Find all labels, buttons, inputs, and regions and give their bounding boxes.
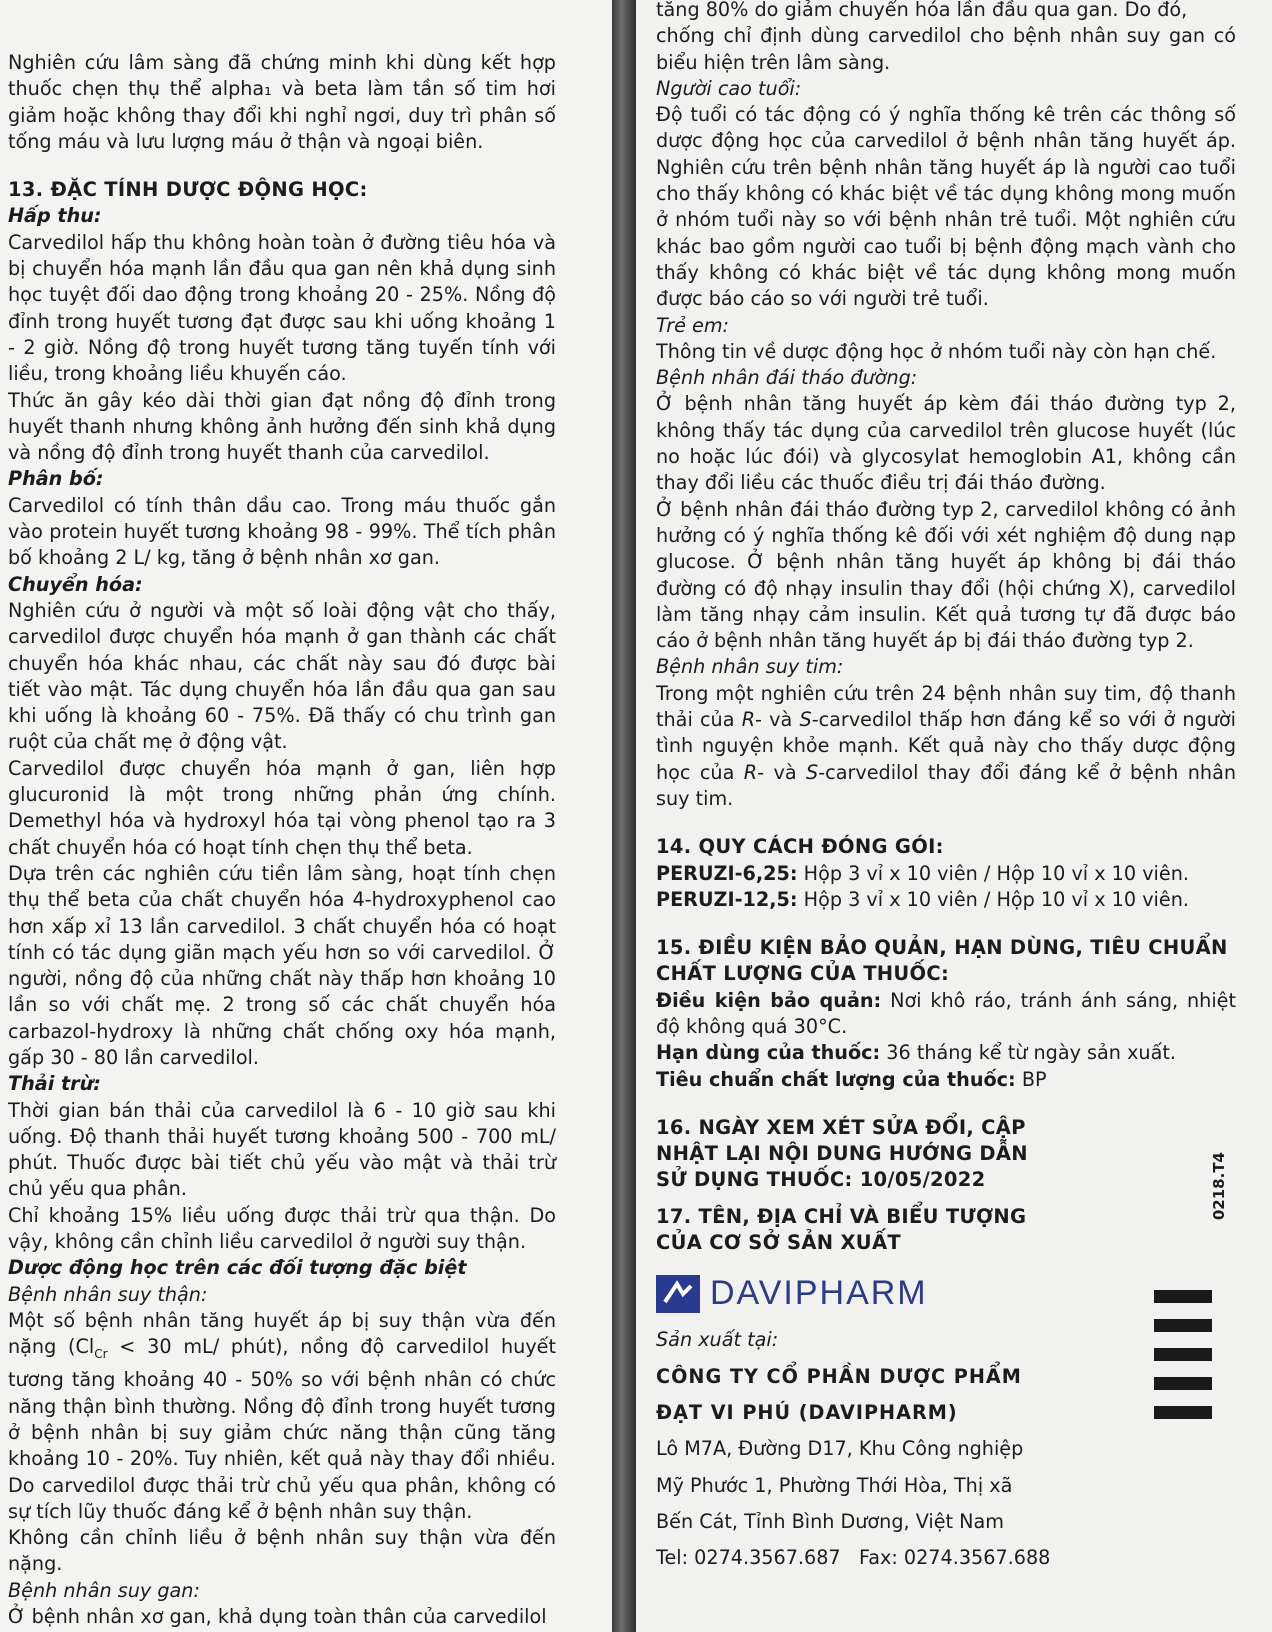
- renal-text-a: Một số bệnh nhân tăng huyết áp bị suy thận vừa đến nặng (Cl: [8, 1308, 556, 1359]
- top-cut-line: tăng 80% do giảm chuyển hóa lần đầu qua gan. Do đó,: [656, 0, 1188, 21]
- hepatic-title: Bệnh nhân suy gan:: [8, 1578, 200, 1602]
- children-title: Trẻ em:: [656, 313, 729, 337]
- logo-text: DAVIPHARM: [710, 1274, 928, 1313]
- renal-paragraph-2: Không cần chỉnh liều ở bệnh nhân suy thận vừa đến nặng.: [8, 1526, 556, 1576]
- expiry-label: Hạn dùng của thuốc:: [656, 1041, 881, 1065]
- hf-text-b: - và: [755, 708, 800, 732]
- page-fold: [612, 0, 636, 1632]
- package-2-name: PERUZI-12,5:: [656, 887, 798, 911]
- metabolism-paragraph-2: Carvedilol được chuyển hóa mạnh ở gan, liên hợp glucuronid là một trong những phản ứng chính. Demethyl hóa và hydroxyl hóa tại vòng phenol tạo ra 3 chất chuyển hóa có hoạt tính chẹn thụ thể beta.: [8, 756, 556, 859]
- bar: [1154, 1319, 1212, 1332]
- left-page: [0, 0, 612, 1632]
- davipharm-logo-icon: [656, 1275, 700, 1313]
- special-populations-title: Dược động học trên các đối tượng đặc biệt: [8, 1256, 467, 1280]
- heart-failure-paragraph: [656, 681, 1236, 812]
- elderly-title: Người cao tuổi:: [656, 76, 802, 100]
- company-name-1: CÔNG TY CỔ PHẦN DƯỢC PHẨM: [656, 1364, 1022, 1388]
- bar: [1154, 1406, 1212, 1419]
- address-line-1: Lô M7A, Đường D17, Khu Công nghiệp: [656, 1437, 1024, 1461]
- standard-line: [656, 1067, 1236, 1093]
- absorption-paragraph-2: Thức ăn gây kéo dài thời gian đạt nồng độ đỉnh trong huyết thanh nhưng không ảnh hưởng đến sinh khả dụng và nồng độ đỉnh trong huyết thanh của carvedilol.: [8, 388, 556, 465]
- intro-paragraph: Nghiên cứu lâm sàng đã chứng minh khi dùng kết hợp thuốc chẹn thụ thể alpha₁ và beta làm tần số tim hơi giảm hoặc không thay đổi khi nghỉ ngơi, duy trì phân số tống máu và lưu lượng máu ở thận và ngoại biên.: [8, 51, 556, 153]
- bar: [1154, 1290, 1212, 1303]
- hf-text-e: -carvedilol thay đổi đáng kể ở bệnh nhân suy tim.: [656, 760, 1236, 810]
- renal-text-b: < 30 mL/ phút), nồng độ carvedilol huyết tương tăng khoảng 40 - 50% so với bệnh nhân có chức năng thận bình thường. Nồng độ đỉnh trong huyết tương ở bệnh nhân bị suy giảm chức năng thận cũng tăng khoảng 10 - 20%. Tuy nhiên, kết quả này thay đổi nhiều. Do carvedilol được thải trừ chủ yếu qua phân, không có sự tích lũy thuốc đáng kể ở bệnh nhân suy thận.: [8, 1335, 556, 1523]
- distribution-title: Phân bố:: [8, 467, 104, 491]
- storage-label: Điều kiện bảo quản:: [656, 988, 882, 1012]
- right-column: [656, 0, 1236, 1571]
- package-line-2: [656, 887, 1236, 913]
- elimination-paragraph-2: Chỉ khoảng 15% liều uống được thải trừ qua thận. Do vậy, không cần chỉnh liều carvedilol ở người suy thận.: [8, 1203, 556, 1254]
- hf-r2: R: [743, 760, 758, 784]
- expiry-text: 36 tháng kể từ ngày sản xuất.: [880, 1041, 1176, 1065]
- made-at-label: Sản xuất tại:: [656, 1328, 779, 1352]
- storage-line: [656, 988, 1236, 1041]
- package-1-text: Hộp 3 vỉ x 10 viên / Hộp 10 vỉ x 10 viên.: [797, 861, 1189, 885]
- hf-r1: R: [741, 708, 756, 732]
- standard-label: Tiêu chuẩn chất lượng của thuốc:: [656, 1067, 1016, 1091]
- package-2-text: Hộp 3 vỉ x 10 viên / Hộp 10 vỉ x 10 viên.: [797, 887, 1189, 911]
- contact-line: Tel: 0274.3567.687 Fax: 0274.3567.688: [656, 1546, 1051, 1570]
- renal-subscript: Cr: [94, 1347, 108, 1362]
- absorption-paragraph-1: Carvedilol hấp thu không hoàn toàn ở đường tiêu hóa và bị chuyển hóa mạnh lần đầu qua gan nên khả dụng sinh học tuyệt đối dao động trong khoảng 20 - 25%. Nồng độ đỉnh trong huyết tương đạt được sau khi uống khoảng 1 - 2 giờ. Nồng độ trong huyết tương tăng tuyến tính với liều, trong khoảng liều khuyến cáo.: [8, 230, 556, 386]
- address-line-2: Mỹ Phước 1, Phường Thới Hòa, Thị xã: [656, 1473, 1013, 1497]
- absorption-title: Hấp thu:: [8, 204, 102, 228]
- hf-s2: S: [806, 760, 819, 784]
- distribution-paragraph: Carvedilol có tính thân dầu cao. Trong máu thuốc gắn vào protein huyết tương khoảng 98 - 99%. Thể tích phân bố khoảng 2 L/ kg, tăng ở bệnh nhân xơ gan.: [8, 493, 556, 570]
- section-16-heading: 16. NGÀY XEM XÉT SỬA ĐỔI, CẬP NHẬT LẠI NỘI DUNG HƯỚNG DẪN SỬ DỤNG THUỐC: 10/05/2022: [656, 1115, 1028, 1192]
- diabetes-paragraph-2: Ở bệnh nhân đái tháo đường typ 2, carvedilol không có ảnh hưởng có ý nghĩa thống kê đối với xét nghiệm độ dung nạp glucose. Ở bệnh nhân tăng huyết áp không bị đái tháo đường có độ nhạy insulin thay đổi (hội chứng X), carvedilol làm tăng nhạy cảm insulin. Kết quả tương tự đã được báo cáo ở bệnh nhân tăng huyết áp bị đái tháo đường typ 2.: [656, 497, 1236, 653]
- expiry-line: [656, 1040, 1236, 1066]
- elimination-paragraph-1: Thời gian bán thải của carvedilol là 6 - 10 giờ sau khi uống. Độ thanh thải huyết tương khoảng 500 - 700 mL/ phút. Thuốc được bài tiết chủ yếu vào mật và thải trừ chủ yếu qua phân.: [8, 1098, 556, 1201]
- heart-failure-title: Bệnh nhân suy tim:: [656, 655, 844, 679]
- left-column: [8, 50, 556, 1630]
- elimination-title: Thải trừ:: [8, 1072, 101, 1096]
- company-name-2: ĐẠT VI PHÚ (DAVIPHARM): [656, 1400, 958, 1424]
- storage-text: Nơi khô ráo, tránh ánh sáng, nhiệt độ không quá 30°C.: [656, 988, 1236, 1038]
- bar: [1154, 1377, 1212, 1390]
- section-13-heading: 13. ĐẶC TÍNH DƯỢC ĐỘNG HỌC:: [8, 178, 368, 202]
- address-line-3: Bến Cát, Tỉnh Bình Dương, Việt Nam: [656, 1509, 1004, 1533]
- metabolism-title: Chuyển hóa:: [8, 572, 143, 596]
- section-17-heading: 17. TÊN, ĐỊA CHỈ VÀ BIỂU TƯỢNG CỦA CƠ SỞ SẢN XUẤT: [656, 1204, 1027, 1255]
- hepatic-paragraph: Ở bệnh nhân xơ gan, khả dụng toàn thân của carvedilol: [8, 1605, 547, 1629]
- diabetes-title: Bệnh nhân đái tháo đường:: [656, 366, 918, 390]
- bar: [1154, 1348, 1212, 1361]
- section-15-heading: 15. ĐIỀU KIỆN BẢO QUẢN, HẠN DÙNG, TIÊU CHUẨN CHẤT LƯỢNG CỦA THUỐC:: [656, 936, 1228, 986]
- davipharm-logo: [656, 1274, 1236, 1313]
- document-code: 0218.T4: [1210, 1152, 1228, 1221]
- diabetes-paragraph-1: Ở bệnh nhân tăng huyết áp kèm đái tháo đường typ 2, không thấy tác dụng của carvedilol trên glucose huyết (lúc no hoặc lúc đói) và glycosylat hemoglobin A1, không cần thay đổi liều các thuốc điều trị đái tháo đường.: [656, 392, 1236, 495]
- hf-text-d: - và: [757, 760, 807, 784]
- elderly-paragraph: Độ tuổi có tác động có ý nghĩa thống kê trên các thông số dược động học của carvedilol ở bệnh nhân tăng huyết áp. Nghiên cứu trên bệnh nhân tăng huyết áp là người cao tuổi cho thấy không có khác biệt về tác dụng không mong muốn ở nhóm tuổi này so với bệnh nhân trẻ tuổi. Một nghiên cứu khác bao gồm người cao tuổi bị bệnh động mạch vành cho thấy không có khác biệt về tác dụng không mong muốn được báo cáo so với người trẻ tuổi.: [656, 103, 1236, 311]
- print-registration-bars: [1154, 1290, 1212, 1435]
- children-paragraph: Thông tin về dược động học ở nhóm tuổi này còn hạn chế.: [656, 339, 1217, 363]
- hepatic-continuation: chống chỉ định dùng carvedilol cho bệnh nhân suy gan có biểu hiện trên lâm sàng.: [656, 24, 1236, 74]
- hf-s1: S: [799, 708, 812, 732]
- hf-text-a: Trong một nghiên cứu trên 24 bệnh nhân suy tim, độ thanh thải của: [656, 681, 1236, 732]
- metabolism-paragraph-3: Dựa trên các nghiên cứu tiền lâm sàng, hoạt tính chẹn thụ thể beta của chất chuyển hóa 4-hydroxyphenol cao hơn xấp xỉ 13 lần carvedilol. 3 chất chuyển hóa có hoạt tính có tác dụng giãn mạch yếu hơn so với carvedilol. Ở người, nồng độ của những chất này thấp hơn khoảng 10 lần so với chất mẹ. 2 trong số các chất chuyển hóa carbazol-hydroxy là những chất chống oxy hóa mạnh, gấp 30 - 80 lần carvedilol.: [8, 861, 556, 1069]
- metabolism-paragraph-1: Nghiên cứu ở người và một số loài động vật cho thấy, carvedilol được chuyển hóa mạnh ở gan thành các chất chuyển hóa khác nhau, các chất này sau đó được bài tiết vào mật. Tác dụng chuyển hóa lần đầu qua gan sau khi uống là khoảng 60 - 75%. Đã thấy có chu trình gan ruột của chất mẹ ở động vật.: [8, 598, 556, 754]
- right-page: [636, 0, 1272, 1632]
- standard-text: BP: [1015, 1067, 1047, 1091]
- renal-paragraph-1: [8, 1308, 556, 1525]
- renal-title: Bệnh nhân suy thận:: [8, 1282, 208, 1306]
- package-1-name: PERUZI-6,25:: [656, 861, 798, 885]
- package-line-1: [656, 861, 1236, 887]
- hf-text-c: -carvedilol thấp hơn đáng kể so với ở người tình nguyện khỏe mạnh. Kết quả này cho thấy dược động học của: [656, 708, 1236, 784]
- section-14-heading: 14. QUY CÁCH ĐÓNG GÓI:: [656, 835, 944, 859]
